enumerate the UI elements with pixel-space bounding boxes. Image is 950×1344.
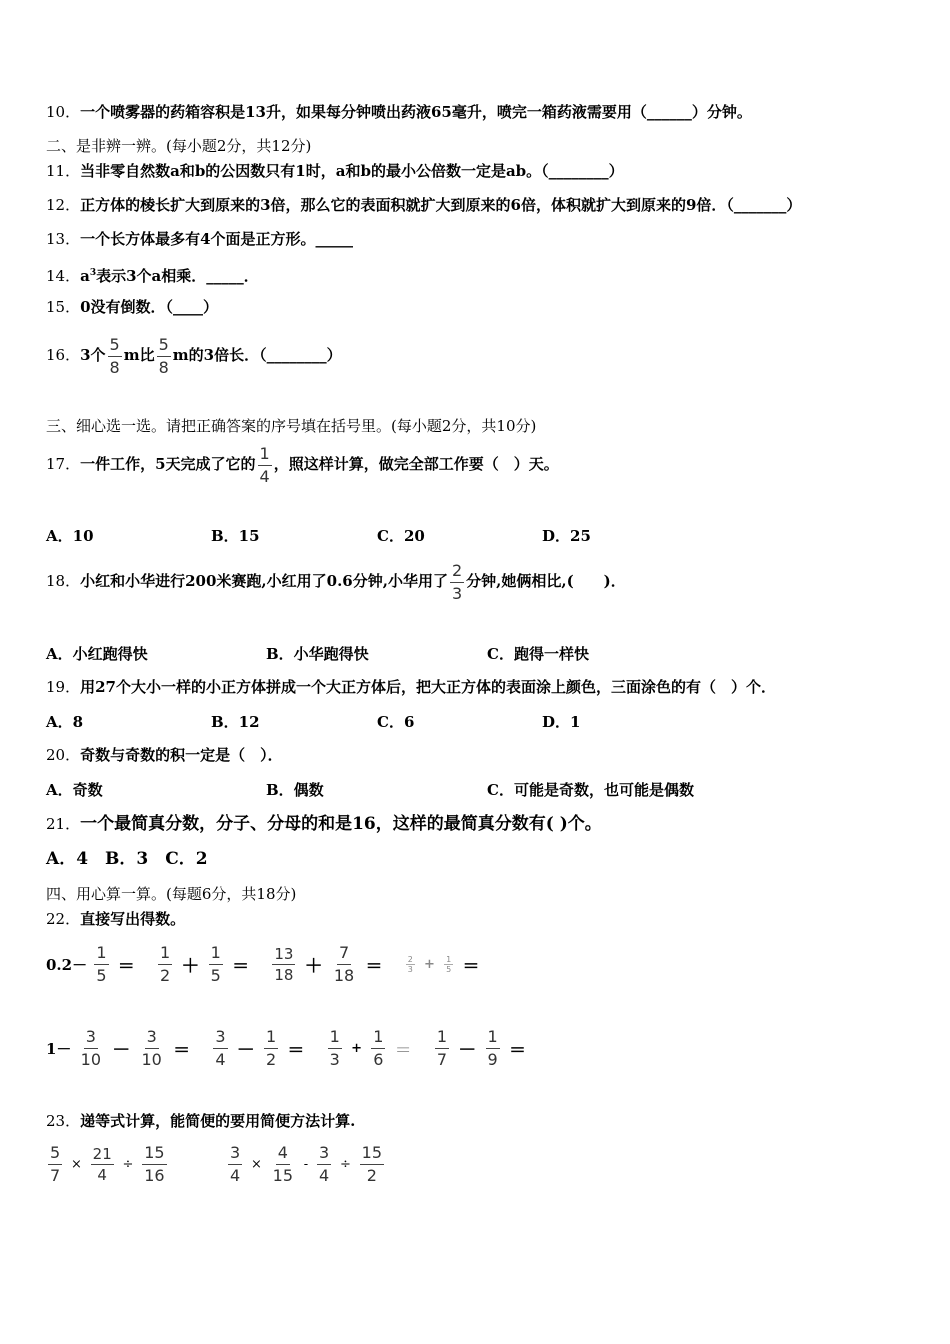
plus-sign: ＋ bbox=[304, 955, 323, 977]
plus-sign: ＋ bbox=[181, 955, 200, 977]
question-number: 12． bbox=[46, 196, 81, 214]
fraction bbox=[332, 942, 356, 987]
numerator: 1 bbox=[328, 1026, 342, 1049]
question-number: 11． bbox=[46, 162, 81, 180]
denominator: 4 bbox=[97, 1166, 107, 1184]
equals-sign: ＝ bbox=[462, 957, 480, 977]
question-21 bbox=[46, 813, 602, 835]
section-3-heading: 三、细心选一选。请把正确答案的序号填在括号里。(每小题2分，共10分) bbox=[46, 417, 537, 435]
option-d[interactable]: D．25 bbox=[542, 527, 591, 545]
equals-sign: ＝ bbox=[232, 957, 250, 977]
option-b[interactable]: B．偶数 bbox=[266, 781, 324, 799]
denominator: 6 bbox=[373, 1050, 384, 1069]
numerator: 3 bbox=[145, 1026, 159, 1049]
question-17-options bbox=[46, 525, 926, 545]
times-sign: × bbox=[250, 1157, 262, 1172]
fraction bbox=[48, 1142, 62, 1187]
numerator: 2 bbox=[407, 955, 413, 964]
power-exponent: 3 bbox=[89, 268, 97, 278]
question-text: 分钟,她俩相比,( )． bbox=[466, 572, 626, 590]
equals-sign: ＝ bbox=[287, 1041, 305, 1061]
question-text: m的3倍长．（________） bbox=[172, 346, 342, 364]
numerator: 1 bbox=[446, 955, 452, 964]
denominator: 7 bbox=[50, 1166, 61, 1185]
option-a[interactable]: A．小红跑得快 bbox=[46, 645, 148, 663]
numerator: 1 bbox=[486, 1026, 500, 1049]
fraction bbox=[158, 942, 172, 987]
question-text: 当非零自然数a和b的公因数只有1时，a和b的最小公倍数一定是ab。（________） bbox=[80, 162, 624, 180]
fraction bbox=[444, 955, 453, 974]
numerator: 1 bbox=[94, 942, 108, 965]
fraction bbox=[486, 1026, 500, 1071]
plus-sign: + bbox=[351, 1041, 362, 1056]
denominator: 3 bbox=[451, 583, 463, 603]
fraction bbox=[272, 944, 295, 985]
divide-sign: ÷ bbox=[339, 1157, 351, 1172]
option-a[interactable]: A．10 bbox=[46, 527, 94, 545]
option-b[interactable]: B．15 bbox=[211, 527, 260, 545]
numerator: 1 bbox=[264, 1026, 278, 1049]
fraction bbox=[360, 1142, 384, 1187]
numerator: 15 bbox=[142, 1142, 166, 1165]
fraction bbox=[450, 560, 464, 605]
numerator: 3 bbox=[317, 1142, 331, 1165]
question-number: 19． bbox=[46, 678, 81, 696]
numerator: 13 bbox=[274, 945, 294, 963]
numerator: 3 bbox=[84, 1026, 98, 1049]
question-13 bbox=[46, 229, 353, 249]
question-text: 一件工作，5天完成了它的 bbox=[80, 455, 256, 473]
section-4-heading: 四、用心算一算。(每题6分，共18分) bbox=[46, 885, 297, 903]
question-15 bbox=[46, 297, 218, 317]
plus-sign: + bbox=[424, 957, 435, 972]
numerator: 1 bbox=[209, 942, 223, 965]
question-16 bbox=[46, 332, 342, 379]
minus-sign: － bbox=[458, 1039, 477, 1061]
fraction bbox=[264, 1026, 278, 1071]
fraction bbox=[79, 1026, 103, 1071]
fraction bbox=[228, 1142, 242, 1187]
numerator: 4 bbox=[276, 1142, 290, 1165]
option-b[interactable]: B．小华跑得快 bbox=[266, 645, 369, 663]
numerator: 2 bbox=[450, 560, 464, 583]
question-text: 小红和小华进行200米赛跑,小红用了0.6分钟,小华用了 bbox=[80, 572, 448, 590]
power-base: a bbox=[80, 267, 90, 285]
fraction bbox=[213, 1026, 227, 1071]
fraction bbox=[271, 1142, 295, 1187]
question-number: 23． bbox=[46, 1112, 81, 1130]
numerator: 1 bbox=[258, 443, 272, 466]
fraction bbox=[91, 1144, 114, 1185]
numerator: 5 bbox=[48, 1142, 62, 1165]
denominator: 5 bbox=[210, 966, 221, 985]
fraction bbox=[258, 443, 272, 488]
question-number: 10． bbox=[46, 103, 81, 121]
question-number: 16． bbox=[46, 346, 81, 364]
question-text: ，照这样计算，做完全部工作要（ ）天。 bbox=[273, 455, 559, 473]
question-number: 15． bbox=[46, 298, 81, 316]
fraction bbox=[142, 1142, 166, 1187]
fraction bbox=[140, 1026, 164, 1071]
numerator: 21 bbox=[92, 1145, 112, 1163]
equals-sign: ＝ bbox=[394, 1041, 412, 1061]
denominator: 3 bbox=[407, 965, 413, 974]
denominator: 16 bbox=[144, 1166, 165, 1185]
fraction bbox=[209, 942, 223, 987]
question-text: 递等式计算，能简便的要用简便方法计算. bbox=[80, 1112, 356, 1130]
fraction bbox=[157, 334, 171, 379]
denominator: 10 bbox=[141, 1050, 162, 1069]
option-c[interactable]: C．跑得一样快 bbox=[487, 645, 589, 663]
question-number: 13． bbox=[46, 230, 81, 248]
numerator: 7 bbox=[337, 942, 351, 965]
question-text: 表示3个a相乘．_____． bbox=[96, 267, 259, 285]
question-19-options bbox=[46, 711, 926, 731]
fraction bbox=[328, 1026, 342, 1071]
denominator: 8 bbox=[158, 357, 169, 377]
question-17 bbox=[46, 441, 559, 488]
question-text: 0没有倒数．（____） bbox=[80, 298, 219, 316]
denominator: 7 bbox=[436, 1050, 448, 1069]
question-text: m比 bbox=[123, 346, 155, 364]
numerator: 5 bbox=[108, 334, 122, 357]
question-text: 一个最简真分数，分子、分母的和是16，这样的最简真分数有( )个。 bbox=[80, 814, 602, 834]
times-sign: × bbox=[70, 1157, 82, 1172]
minus-sign: － bbox=[112, 1039, 131, 1061]
denominator: 15 bbox=[272, 1166, 294, 1185]
question-number: 21． bbox=[46, 815, 81, 833]
question-number: 22． bbox=[46, 910, 81, 928]
question-20-options bbox=[46, 779, 926, 799]
question-text: 一个喷雾器的药箱容积是13升，如果每分钟喷出药液65毫升，喷完一箱药液需要用（______）分钟。 bbox=[80, 103, 752, 121]
numerator: 1 bbox=[435, 1026, 449, 1049]
mental-math-row-1 bbox=[46, 942, 496, 987]
question-20 bbox=[46, 745, 283, 765]
option-a[interactable]: A．奇数 bbox=[46, 781, 103, 799]
denominator: 2 bbox=[366, 1166, 377, 1185]
option-c[interactable]: C．20 bbox=[377, 527, 425, 545]
denominator: 2 bbox=[160, 966, 171, 985]
question-text: 一个长方体最多有4个面是正方形。_____ bbox=[80, 230, 354, 248]
fraction bbox=[406, 955, 415, 974]
equals-sign: ＝ bbox=[173, 1041, 191, 1061]
expression-text: 1－ bbox=[46, 1040, 72, 1058]
denominator: 9 bbox=[487, 1050, 498, 1069]
question-19 bbox=[46, 677, 776, 697]
denominator: 4 bbox=[259, 466, 270, 486]
equals-sign: ＝ bbox=[365, 957, 383, 977]
denominator: 10 bbox=[80, 1050, 102, 1069]
question-number: 17． bbox=[46, 455, 81, 473]
question-text: 直接写出得数。 bbox=[80, 910, 186, 928]
fraction bbox=[435, 1026, 449, 1071]
fraction bbox=[371, 1026, 385, 1071]
denominator: 4 bbox=[215, 1050, 226, 1069]
question-18-options bbox=[46, 643, 926, 663]
question-number: 18． bbox=[46, 572, 81, 590]
numerator: 3 bbox=[228, 1142, 242, 1165]
denominator: 18 bbox=[333, 966, 355, 985]
option-a[interactable]: A．8 bbox=[46, 713, 84, 731]
option-c[interactable]: C．6 bbox=[377, 713, 415, 731]
section-2-heading: 二、是非辨一辨。(每小题2分，共12分) bbox=[46, 137, 312, 155]
question-text: 3个 bbox=[80, 346, 106, 364]
question-14 bbox=[46, 263, 259, 286]
fraction bbox=[94, 942, 108, 987]
equals-sign: ＝ bbox=[117, 957, 135, 977]
expression-1 bbox=[46, 1142, 169, 1187]
question-number: 20． bbox=[46, 746, 81, 764]
equals-sign: ＝ bbox=[508, 1041, 526, 1061]
mental-math-row-2 bbox=[46, 1026, 542, 1071]
minus-sign: － bbox=[236, 1039, 255, 1061]
option-c[interactable]: C．可能是奇数，也可能是偶数 bbox=[487, 781, 694, 799]
question-12 bbox=[46, 195, 801, 215]
denominator: 5 bbox=[96, 966, 107, 985]
expression-text: 0.2－ bbox=[46, 956, 88, 974]
divide-sign: ÷ bbox=[122, 1157, 134, 1172]
expression-2 bbox=[226, 1142, 386, 1187]
option-d[interactable]: D．1 bbox=[542, 713, 581, 731]
denominator: 2 bbox=[265, 1050, 277, 1069]
question-number: 14． bbox=[46, 267, 81, 285]
question-21-options: A．4 B．3 C．2 bbox=[46, 849, 208, 869]
fraction bbox=[317, 1142, 331, 1187]
question-10 bbox=[46, 102, 752, 122]
denominator: 3 bbox=[329, 1050, 340, 1069]
question-22 bbox=[46, 909, 185, 929]
denominator: 5 bbox=[446, 965, 452, 974]
question-23 bbox=[46, 1111, 355, 1131]
fraction bbox=[108, 334, 122, 379]
question-text: 用27个大小一样的小正方体拼成一个大正方体后，把大正方体的表面涂上颜色，三面涂色的有（ ）个． bbox=[80, 678, 776, 696]
question-text: 奇数与奇数的积一定是（ ）． bbox=[80, 746, 283, 764]
denominator: 18 bbox=[274, 966, 294, 984]
option-b[interactable]: B．12 bbox=[211, 713, 260, 731]
denominator: 4 bbox=[318, 1166, 330, 1185]
question-18 bbox=[46, 558, 626, 605]
numerator: 1 bbox=[371, 1026, 385, 1049]
numerator: 15 bbox=[360, 1142, 384, 1165]
question-11 bbox=[46, 161, 624, 181]
numerator: 3 bbox=[213, 1026, 227, 1049]
question-text: 正方体的棱长扩大到原来的3倍，那么它的表面积就扩大到原来的6倍，体积就扩大到原来的9倍．（_______） bbox=[80, 196, 802, 214]
numerator: 5 bbox=[157, 334, 171, 357]
denominator: 4 bbox=[230, 1166, 241, 1185]
minus-sign: - bbox=[303, 1157, 309, 1172]
denominator: 8 bbox=[109, 357, 120, 377]
numerator: 1 bbox=[158, 942, 172, 965]
